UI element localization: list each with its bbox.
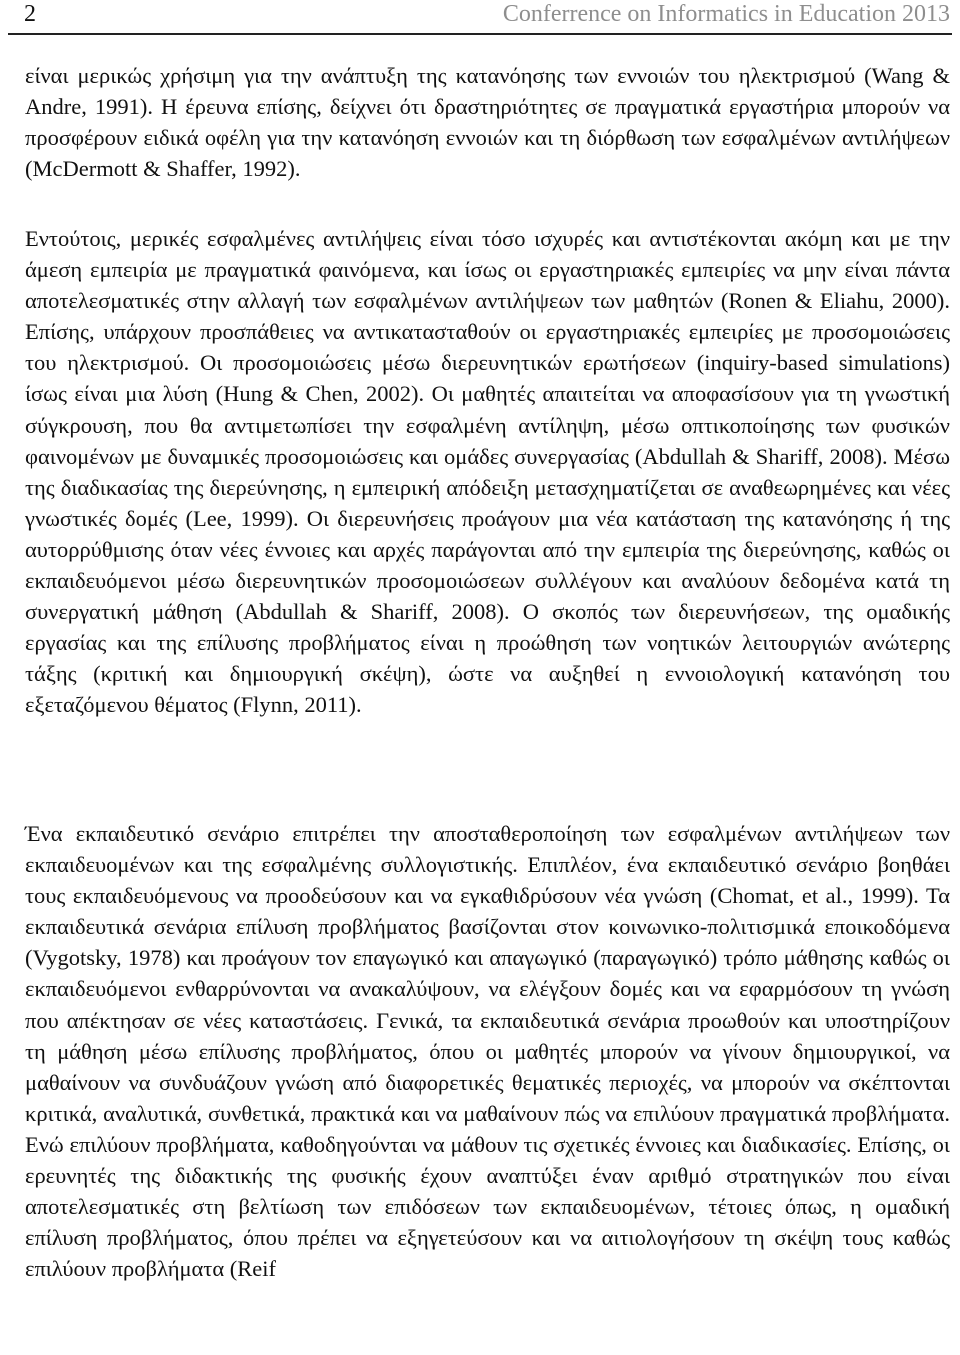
page-number: 2: [24, 1, 36, 27]
paragraph-2-container: [25, 223, 950, 721]
running-header: [8, 0, 952, 35]
conference-title: Conferrence on Informatics in Education 2013: [502, 1, 950, 27]
paragraph-2: Εντούτοις, μερικές εσφαλμένες αντιλήψεις είναι τόσο ισχυρές και αντιστέκονται ακόμη και με την άμεση εμπειρία με πραγματικά φαινόμενα, και ίσως οι εργαστηριακές εμπειρίες να μην είναι πάντα αποτελεσματικές στην αλλαγή των εσφαλμένων αντιλήψεων των μαθητών (Ronen & Eliahu, 2000). Επίσης, υπάρχουν προσπάθειες να αντικατασταθούν οι εργαστηριακές εμπειρίες με προσομοιώσεις του ηλεκτρισμού. Οι προσομοιώσεις μέσω διερευνητικών ερωτήσεων (inquiry-based simulations) ίσως είναι μια λύση (Hung & Chen, 2002). Οι μαθητές απαιτείται να αποφασίσουν για τη γνωστική σύγκρουση, που θα αντιμετωπίσει την εσφαλμένη αντίληψη, μέσω οπτικοποίησης των φυσικών φαινομένων με δυναμικές προσομοιώσεις και ομάδες συνεργασίας (Abdullah & Shariff, 2008). Μέσω της διαδικασίας της διερεύνησης, η εμπειρική απόδειξη μετασχηματίζεται σε αναθεωρημένες και νέες γνωστικές δομές (Lee, 1999). Οι διερευνήσεις προάγουν μια νέα κατάσταση της κατανόησης ή της αυτορρύθμισης όταν νέες έννοιες και αρχές παράγονται από την εμπειρία της διερεύνησης, καθώς οι εκπαιδευόμενοι μέσω διερευνητικών προσομοιώσεων συλλέγουν και αναλύουν δεδομένα κατά τη συνεργατική μάθηση (Abdullah & Shariff, 2008). Ο σκοπός των διερευνήσεων, της ομαδικής εργασίας και της επίλυσης προβλήματος είναι η προώθηση των νοητικών λειτουργιών ανώτερης τάξης (κριτική και δημιουργική σκέψη), ώστε να αυξηθεί η εννοιολογική κατανόηση του εξεταζόμενου θέματος (Flynn, 2011).: [25, 226, 950, 718]
paragraph-3-container: [25, 818, 950, 1284]
paragraph-1-container: [25, 60, 950, 184]
paragraph-3: Ένα εκπαιδευτικό σενάριο επιτρέπει την αποσταθεροποίηση των εσφαλμένων αντιλήψεων των εκπαιδευομένων και της εσφαλμένης συλλογιστικής. Επιπλέον, ένα εκπαιδευτικό σενάριο βοηθάει τους εκπαιδευόμενους να προοδεύσουν και να εγκαθιδρύσουν νέα γνώση (Chomat, et al., 1999). Τα εκπαιδευτικά σενάρια επίλυση προβλήματος βασίζονται στον κοινωνικο-πολιτισμικά εποικοδόμενα (Vygotsky, 1978) και προάγουν τον επαγωγικό και απαγωγικό (παραγωγικό) τρόπο μάθησης καθώς οι εκπαιδευόμενοι ενθαρρύνονται να ανακαλύψουν, να ελέγξουν δομές και να εφαρμόσουν τη γνώση που απέκτησαν σε νέες καταστάσεις. Γενικά, τα εκπαιδευτικά σενάρια προωθούν και υποστηρίζουν τη μάθηση μέσω επίλυσης προβλήματος, όπου οι μαθητές μπορούν να γίνουν δημιουργικοί, να μαθαίνουν να συνδυάζουν γνώση από διαφορετικές θεματικές περιοχές, να μπορούν να σκέπτονται κριτικά, αναλυτικά, συνθετικά, πρακτικά και να μαθαίνουν πώς να επιλύουν πραγματικά προβλήματα. Ενώ επιλύουν προβλήματα, καθοδηγούνται να μάθουν τις σχετικές έννοιες και διαδικασίες. Επίσης, οι ερευνητές της διδακτικής της φυσικής έχουν αναπτύξει έναν αριθμό στρατηγικών που είναι αποτελεσματικές στη βελτίωση των επιδόσεων των εκπαιδευομένων, τέτοιες όπως, η ομαδική επίλυση προβλήματος, όπου πρέπει να εξηγετεύσουν και να αιτιολογήσουν τη σκέψη τους καθώς επιλύουν προβλήματα (Reif: [25, 821, 950, 1282]
paragraph-1: είναι μερικώς χρήσιμη για την ανάπτυξη της κατανόησης των εννοιών του ηλεκτρισμού (Wang & Andre, 1991). Η έρευνα επίσης, δείχνει ότι δραστηριότητες σε πραγματικά εργαστήρια μπορούν να προσφέρουν ειδικά οφέλη για την κατανόηση εννοιών και τη διόρθωση των εσφαλμένων αντιλήψεων (McDermott & Shaffer, 1992).: [25, 63, 950, 182]
